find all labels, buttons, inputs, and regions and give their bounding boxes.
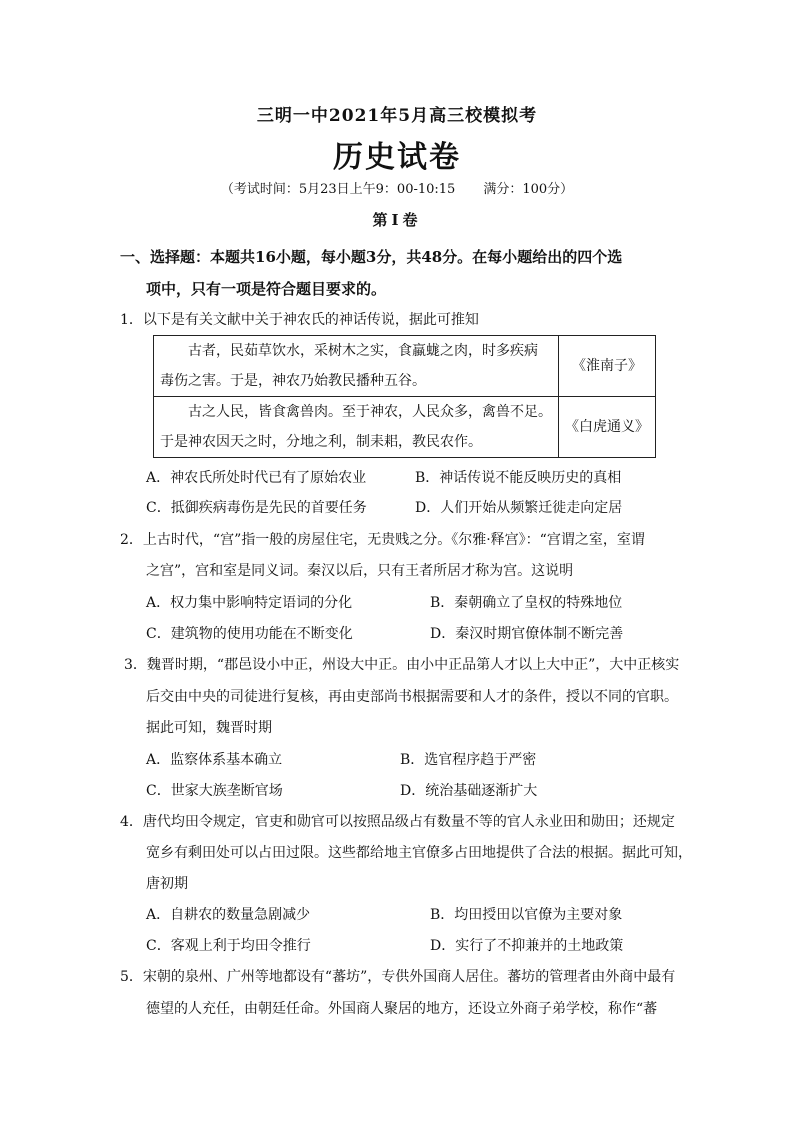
q4-stem-line2: 宽乡有剩田处可以占田过限。这些都给地主官僚多占田地提供了合法的根据。据此可知，: [146, 845, 692, 861]
q1-stem: 1．以下是有关文献中关于神农氏的神话传说，据此可推知: [120, 312, 479, 328]
q2-option-d: D．秦汉时期官僚体制不断完善: [430, 626, 624, 642]
quote-line: 毒伤之害。于是，神农乃始教民播种五谷。: [160, 373, 426, 389]
q1-option-d: D．人们开始从频繁迁徙走向定居: [415, 500, 623, 516]
q4-stem-line1: 4．唐代均田令规定，官吏和勋官可以按照品级占有数量不等的官人永业田和勋田；还规定: [120, 814, 675, 830]
q5-stem-line1: 5．宋朝的泉州、广州等地都设有“蕃坊”，专供外国商人居住。蕃坊的管理者由外商中最有: [120, 969, 676, 985]
q2-option-b: B．秦朝确立了皇权的特殊地位: [430, 595, 623, 611]
quote-line: 古者，民茹草饮水，采树木之实，食蠃蛖之肉，时多疾病: [188, 343, 538, 359]
q3-option-d: D．统治基础逐渐扩大: [400, 783, 538, 799]
q2-stem-line1: 2．上古时代，“宫”指一般的房屋住宅，无贵贱之分。《尔雅·释宫》：“宫谓之室，室谓: [120, 532, 645, 548]
q4-option-d: D．实行了不抑兼并的土地政策: [430, 938, 624, 954]
q4-option-c: C．客观上利于均田令推行: [146, 938, 311, 954]
volume-label: 第Ⅰ卷: [372, 211, 422, 229]
q2-option-a: A．权力集中影响特定语词的分化: [146, 595, 353, 611]
q1-option-b: B．神话传说不能反映历史的真相: [415, 470, 622, 486]
table-cell-source: 《淮南子》: [559, 336, 656, 397]
q1-option-c: C．抵御疾病毒伤是先民的首要任务: [146, 500, 367, 516]
q5-stem-line2: 德望的人充任，由朝廷任命。外国商人聚居的地方，还设立外商子弟学校，称作“蕃: [146, 1001, 658, 1017]
table-cell-quote: [154, 397, 559, 458]
table-cell-source: 《白虎通义》: [559, 397, 656, 458]
section-instruction-line2: 项中，只有一项是符合题目要求的。: [146, 280, 387, 298]
full-score: 满分：100分）: [483, 182, 574, 197]
table-row: [154, 336, 656, 397]
exam-title: 三明一中2021年5月高三校模拟考: [256, 106, 538, 126]
q3-stem-line3: 据此可知，魏晋时期: [146, 720, 272, 736]
q3-stem-line2: 后交由中央的司徒进行复核，再由吏部尚书根据需要和人才的条件，授以不同的官职。: [146, 689, 678, 705]
q4-option-b: B．均田授田以官僚为主要对象: [430, 907, 623, 923]
q2-stem-line2: 之宫”，宫和室是同义词。秦汉以后，只有王者所居才称为宫。这说明: [146, 563, 574, 579]
q3-stem-line1: 3．魏晋时期，“郡邑设小中正，州设大中正。由小中正品第人才以上大中正”，大中正核实: [124, 657, 680, 673]
exam-info: [0, 180, 794, 200]
q3-option-a: A．监察体系基本确立: [146, 752, 283, 768]
section-instruction-line1: 一、选择题：本题共16小题，每小题3分，共48分。在每小题给出的四个选: [120, 248, 623, 266]
quote-line: 于是神农因天之时，分地之利，制耒耜，教民农作。: [160, 434, 482, 450]
q1-source-table: [153, 335, 656, 458]
q1-option-a: A．神农氏所处时代已有了原始农业: [146, 470, 367, 486]
q3-option-c: C．世家大族垄断官场: [146, 783, 283, 799]
q3-option-b: B．选官程序趋于严密: [400, 752, 537, 768]
exam-time: （考试时间：5月23日上午9：00-10:15: [220, 182, 456, 197]
table-cell-quote: [154, 336, 559, 397]
subject-title: 历史试卷: [333, 140, 461, 175]
q4-option-a: A．自耕农的数量急剧减少: [146, 907, 311, 923]
quote-line: 古之人民，皆食禽兽肉。至于神农，人民众多，禽兽不足。: [188, 404, 552, 420]
q2-option-c: C．建筑物的使用功能在不断变化: [146, 626, 353, 642]
table-row: [154, 397, 656, 458]
q4-stem-line3: 唐初期: [146, 876, 188, 892]
